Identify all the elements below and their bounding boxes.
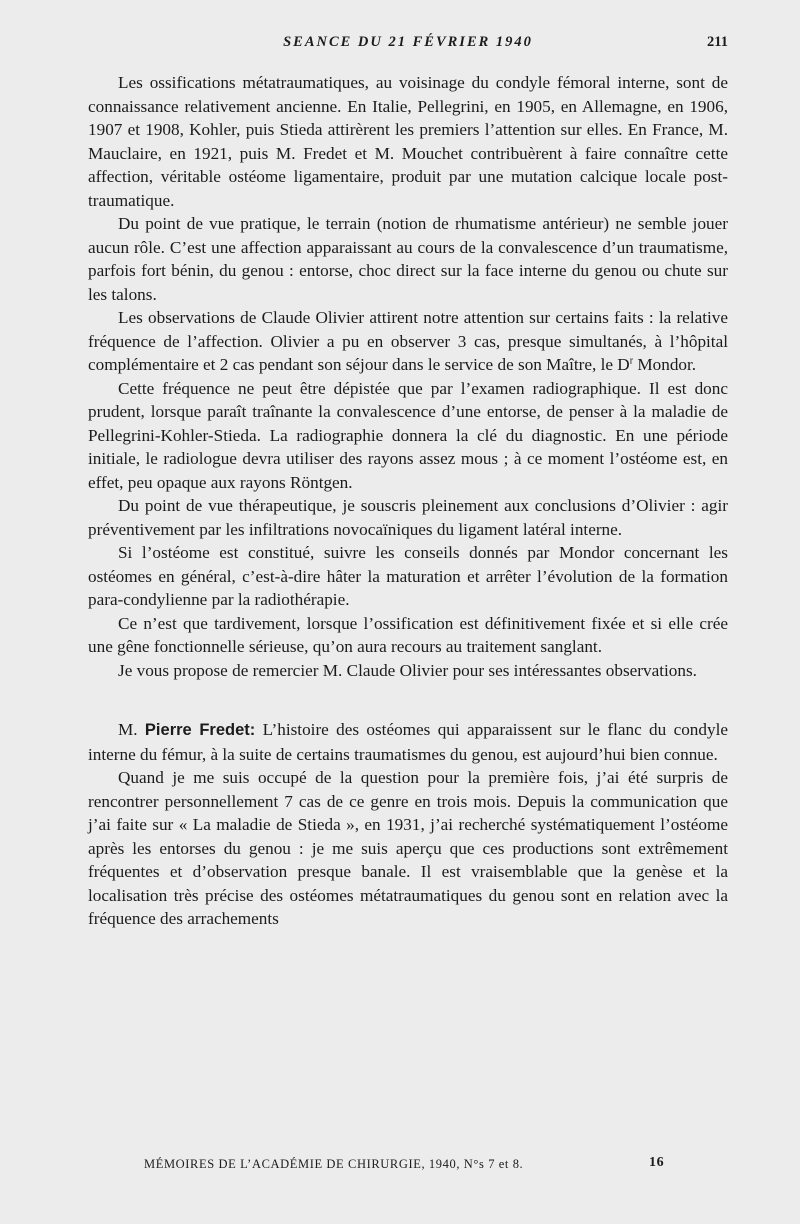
paragraph: Quand je me suis occupé de la question pour la première fois, j’ai été surpris de rencontrer personnellement 7 cas de ce genre en trois mois. Depuis la communication que j’ai faite sur « La maladie de Stieda », en 1931, j’ai recherché systématiquement l’ostéome après les entorses du genou : je me suis aperçu que ces productions sont extrêmement fréquentes et d’observation presque banale. Il est vraisemblable que la genèse et la localisation très précise des ostéomes métatraumatiques du genou sont en relation avec la fréquence des arrachements (88, 768, 728, 928)
speaker-paragraph (88, 718, 728, 766)
footer-citation: MÉMOIRES DE L’ACADÉMIE DE CHIRURGIE, 1940, N°s 7 et 8. (144, 1157, 524, 1171)
paragraph-text: Les observations de Claude Olivier attirent notre attention sur certains faits : la relative fréquence de l’affection. Olivier a pu en observer 3 cas, presque simultanés, à l’hôpital complémentaire et 2 cas pendant son séjour dans le service de son Maître, le D (88, 308, 728, 374)
paragraph: Du point de vue pratique, le terrain (notion de rhumatisme antérieur) ne semble jouer aucun rôle. C’est une affection apparaissant au cours de la convalescence d’un traumatisme, parfois fort bénin, du genou : entorse, choc direct sur la face interne du genou ou chute sur les talons. (88, 214, 728, 304)
doctor-superscript: r (629, 355, 634, 367)
section-spacer (88, 682, 728, 718)
body-text (88, 71, 728, 931)
paragraph (88, 306, 728, 377)
signature-number: 16 (649, 1155, 665, 1170)
running-title: SEANCE DU 21 FÉVRIER 1940 (283, 34, 533, 50)
doctor-name: Mondor. (633, 355, 697, 374)
speaker-name: Pierre Fredet: (144, 721, 256, 739)
speaker-prefix: M. (118, 720, 145, 739)
paragraph: Ce n’est que tardivement, lorsque l’ossification est définitivement fixée et si elle crée une gêne fonctionnelle sérieuse, qu’on aura recours au traitement sanglant. (88, 613, 728, 656)
paragraph-text: L’histoire des ostéomes qui apparaissent sur le flanc du condyle interne du fémur, à la suite de certains traumatismes du genou, est aujourd’hui bien connue. (88, 720, 728, 764)
paragraph: Je vous propose de remercier M. Claude Olivier pour ses intéressantes observations. (118, 660, 697, 680)
paragraph: Les ossifications métatraumatiques, au voisinage du condyle fémoral interne, sont de connaissance relativement ancienne. En Italie, Pellegrini, en 1905, en Allemagne, en 1906, 1907 et 1908, Kohler, puis Stieda attirèrent les premiers l’attention sur elles. En France, M. Mauclaire, en 1921, puis M. Fredet et M. Mouchet contribuèrent à faire connaître cette affection, véritable ostéome ligamentaire, produit par une mutation calcique locale post-traumatique. (88, 73, 728, 210)
paragraph: Du point de vue thérapeutique, je souscris pleinement aux conclusions d’Olivier : agir préventivement par les infiltrations novocaïniques du ligament latéral interne. (88, 496, 728, 539)
paragraph: Cette fréquence ne peut être dépistée que par l’examen radiographique. Il est donc prudent, lorsque paraît traînante la convalescence d’une entorse, de penser à la maladie de Pellegrini-Kohler-Stieda. La radiographie donnera la clé du diagnostic. En une période initiale, le radiologue devra utiliser des rayons assez mous ; à ce moment l’ostéome est, en effet, peu opaque aux rayons Röntgen. (88, 378, 728, 492)
running-head (88, 34, 728, 54)
paragraph: Si l’ostéome est constitué, suivre les conseils donnés par Mondor concernant les ostéomes en général, c’est-à-dire hâter la maturation et arrêter l’évolution de la formation para-condylienne par la radiothérapie. (88, 543, 728, 609)
page-number: 211 (707, 34, 728, 50)
